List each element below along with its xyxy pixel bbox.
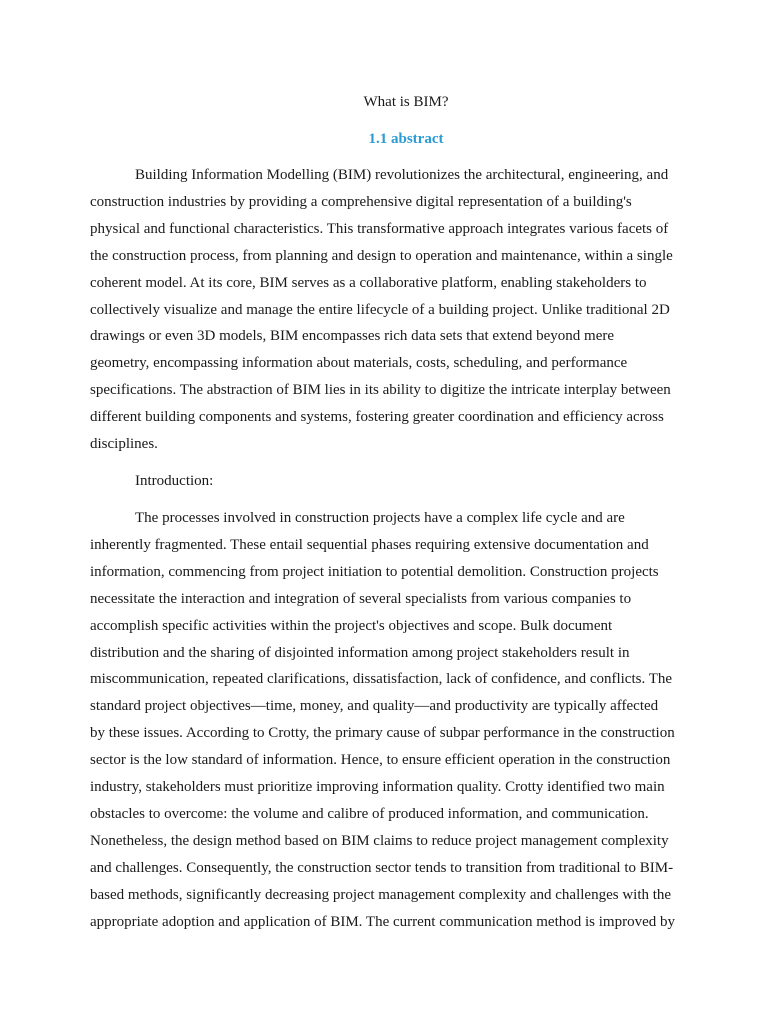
- document-title: What is BIM?: [363, 94, 449, 110]
- paragraph-line: different building components and systems, fostering greater coordination and efficiency across: [90, 409, 664, 426]
- paragraph-line: specifications. The abstraction of BIM lies in its ability to digitize the intricate interplay between: [90, 382, 671, 399]
- paragraph-line: and challenges. Consequently, the construction sector tends to transition from traditional to BIM-: [90, 859, 674, 876]
- paragraph-line: accomplish specific activities within the project's objectives and scope. Bulk document: [90, 617, 613, 634]
- paragraph-line: disciplines.: [90, 436, 158, 453]
- paragraph-line: Nonetheless, the design method based on BIM claims to reduce project management complexity: [90, 832, 669, 849]
- paragraph-line: necessitate the interaction and integration of several specialists from various companies to: [90, 590, 632, 607]
- abstract-paragraph: [90, 162, 681, 458]
- paragraph-line: physical and functional characteristics. This transformative approach integrates various facets of: [90, 220, 669, 237]
- paragraph-line: geometry, encompassing information about materials, costs, scheduling, and performance: [90, 355, 628, 372]
- paragraph-line: sector is the low standard of information. Hence, to ensure efficient operation in the construction: [90, 752, 671, 769]
- introduction-paragraph: [90, 505, 681, 936]
- paragraph-line: the construction process, from planning and design to operation and maintenance, within a single: [90, 247, 673, 264]
- paragraph-line: appropriate adoption and application of BIM. The current communication method is improved by: [90, 913, 675, 930]
- paragraph-line: information, commencing from project initiation to potential demolition. Construction projects: [90, 563, 659, 580]
- paragraph-line: obstacles to overcome: the volume and calibre of produced information, and communication.: [90, 805, 649, 822]
- paragraph-line: miscommunication, repeated clarifications, dissatisfaction, lack of confidence, and conflicts. The: [90, 671, 673, 688]
- paragraph-line: based methods, significantly decreasing project management complexity and challenges with the: [90, 886, 672, 903]
- section-heading-abstract: 1.1 abstract: [368, 131, 444, 147]
- paragraph-line: coherent model. At its core, BIM serves as a collaborative platform, enabling stakeholders to: [90, 274, 647, 291]
- introduction-label: Introduction:: [135, 473, 214, 489]
- paragraph-line: standard project objectives—time, money, and quality—and productivity are typically affected: [90, 698, 659, 715]
- paragraph-line: Building Information Modelling (BIM) revolutionizes the architectural, engineering, and: [135, 167, 669, 183]
- paragraph-line: drawings or even 3D models, BIM encompasses rich data sets that extend beyond mere: [90, 328, 615, 345]
- paragraph-line: by these issues. According to Crotty, the primary cause of subpar performance in the construction: [90, 725, 675, 742]
- paragraph-line: The processes involved in construction projects have a complex life cycle and are: [135, 510, 625, 526]
- paragraph-line: distribution and the sharing of disjointed information among project stakeholders result in: [90, 644, 630, 661]
- paragraph-line: collectively visualize and manage the entire lifecycle of a building project. Unlike traditional 2D: [90, 301, 670, 318]
- paragraph-line: inherently fragmented. These entail sequential phases requiring extensive documentation and: [90, 536, 649, 553]
- paragraph-line: industry, stakeholders must prioritize improving information quality. Crotty identified two main: [90, 779, 665, 796]
- paragraph-line: construction industries by providing a comprehensive digital representation of a building's: [90, 193, 632, 210]
